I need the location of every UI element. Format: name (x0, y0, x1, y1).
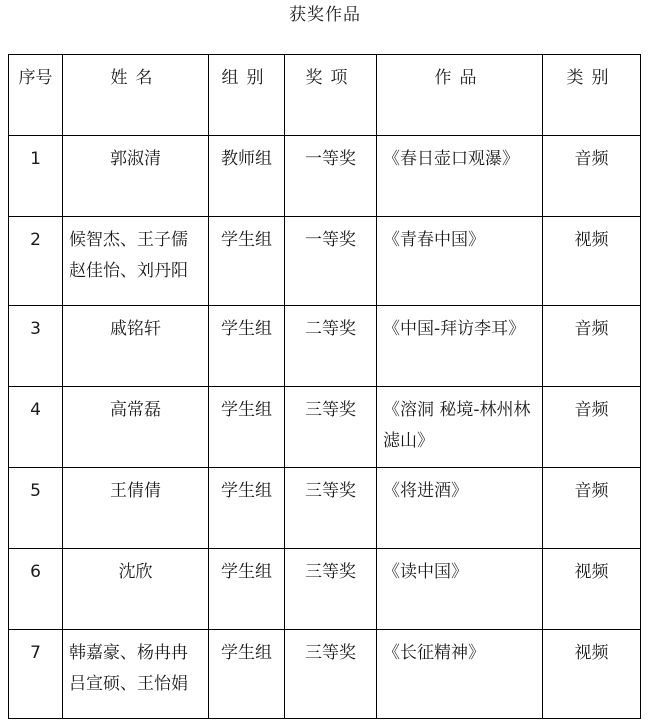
cell-group: 学生组 (209, 306, 285, 387)
cell-index: 3 (9, 306, 63, 387)
header-award: 奖项 (285, 55, 377, 136)
table-row (9, 217, 641, 306)
cell-work: 《中国-拜访李耳》 (377, 306, 543, 387)
cell-category: 音频 (543, 468, 641, 549)
cell-name: 候智杰、王子儒赵佳怡、刘丹阳 (63, 217, 209, 306)
cell-award: 一等奖 (285, 217, 377, 306)
header-row (9, 55, 641, 136)
cell-category: 音频 (543, 306, 641, 387)
cell-name: 高常磊 (63, 387, 209, 468)
cell-index: 1 (9, 136, 63, 217)
cell-category: 视频 (543, 549, 641, 630)
cell-work: 《将进酒》 (377, 468, 543, 549)
cell-group: 学生组 (209, 468, 285, 549)
cell-work: 《长征精神》 (377, 630, 543, 719)
cell-index: 7 (9, 630, 63, 719)
table-row (9, 549, 641, 630)
table-row (9, 136, 641, 217)
cell-group: 学生组 (209, 630, 285, 719)
header-group: 组别 (209, 55, 285, 136)
header-name: 姓名 (63, 55, 209, 136)
table-row (9, 306, 641, 387)
cell-award: 一等奖 (285, 136, 377, 217)
cell-work: 《读中国》 (377, 549, 543, 630)
document-title: 获奖作品 (289, 5, 361, 25)
cell-index: 5 (9, 468, 63, 549)
cell-award: 二等奖 (285, 306, 377, 387)
cell-category: 音频 (543, 387, 641, 468)
awards-table (8, 54, 641, 719)
cell-award: 三等奖 (285, 549, 377, 630)
cell-group: 学生组 (209, 387, 285, 468)
cell-name: 沈欣 (63, 549, 209, 630)
cell-award: 三等奖 (285, 630, 377, 719)
cell-category: 视频 (543, 217, 641, 306)
cell-group: 学生组 (209, 549, 285, 630)
table-row (9, 630, 641, 719)
cell-work: 《溶洞 秘境-林州林滤山》 (377, 387, 543, 468)
table-row (9, 468, 641, 549)
cell-work: 《春日壶口观瀑》 (377, 136, 543, 217)
header-work: 作品 (377, 55, 543, 136)
header-category: 类别 (543, 55, 641, 136)
cell-award: 三等奖 (285, 387, 377, 468)
cell-name: 戚铭轩 (63, 306, 209, 387)
cell-award: 三等奖 (285, 468, 377, 549)
cell-name: 韩嘉豪、杨冉冉吕宣硕、王怡娟 (63, 630, 209, 719)
cell-index: 6 (9, 549, 63, 630)
cell-name: 王倩倩 (63, 468, 209, 549)
cell-category: 音频 (543, 136, 641, 217)
cell-work: 《青春中国》 (377, 217, 543, 306)
cell-category: 视频 (543, 630, 641, 719)
cell-index: 4 (9, 387, 63, 468)
cell-name: 郭淑清 (63, 136, 209, 217)
header-index: 序号 (9, 55, 63, 136)
cell-group: 教师组 (209, 136, 285, 217)
table-row (9, 387, 641, 468)
cell-group: 学生组 (209, 217, 285, 306)
cell-index: 2 (9, 217, 63, 306)
